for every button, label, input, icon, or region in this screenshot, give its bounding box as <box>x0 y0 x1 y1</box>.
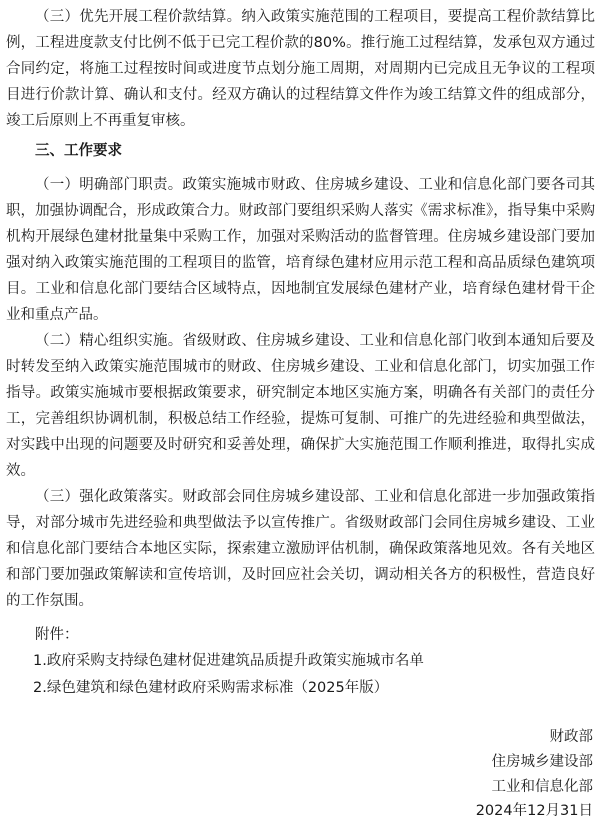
signatory-ministry-of-industry: 工业和信息化部 <box>491 779 593 795</box>
signatory-ministry-of-housing: 住房城乡建设部 <box>491 754 593 770</box>
paragraph-department-duties: （一）明确部门职责。政策实施城市财政、住房城乡建设、工业和信息化部门要各司其职，加强协调配合，形成政策合力。财政部门要组织采购人落实《需求标准》，指导集中采购机构开展绿色建材批量集中采购工作，加强对采购活动的监督管理。住房城乡建设部门要加强对纳入政策实施范围的工程项目的监管，培育绿色建材应用示范工程和高品质绿色建筑项目。工业和信息化部门要结合区域特点，因地制宜发展绿色建材产业，培育绿色建材骨干企业和重点产品。 <box>6 177 595 323</box>
attachment-item: 2.绿色建筑和绿色建材政府采购需求标准（2025年版） <box>33 680 389 696</box>
signatory-ministry-of-finance: 财政部 <box>549 729 593 745</box>
attachments-label: 附件： <box>35 627 79 643</box>
document-date: 2024年12月31日 <box>475 803 593 819</box>
attachment-item: 1.政府采购支持绿色建材促进建筑品质提升政策实施城市名单 <box>33 653 424 669</box>
section-heading-work-requirements: 三、工作要求 <box>35 143 122 159</box>
paragraph-pricing-settlement: （三）优先开展工程价款结算。纳入政策实施范围的工程项目，要提高工程价款结算比例，工程进度款支付比例不低于已完工程价款的80%。推行施工过程结算，发承包双方通过合同约定，将施工过程按时间或进度节点划分施工周期，对周期内已完成且无争议的工程项目进行价款计算、确认和支付。经双方确认的过程结算文件作为竣工结算文件的组成部分，竣工后原则上不再重复审核。 <box>6 9 595 129</box>
paragraph-organize-implementation: （二）精心组织实施。省级财政、住房城乡建设、工业和信息化部门收到本通知后要及时转发至纳入政策实施范围城市的财政、住房城乡建设、工业和信息化部门，切实加强工作指导。政策实施城市要根据政策要求，研究制定本地区实施方案，明确各有关部门的责任分工，完善组织协调机制，积极总结工作经验，提炼可复制、可推广的先进经验和典型做法，对实践中出现的问题要及时研究和妥善处理，确保扩大实施范围工作顺利推进，取得扎实成效。 <box>6 333 595 479</box>
paragraph-policy-implementation: （三）强化政策落实。财政部会同住房城乡建设部、工业和信息化部进一步加强政策指导，对部分城市先进经验和典型做法予以宣传推广。省级财政部门会同住房城乡建设、工业和信息化部门要结合本地区实际，探索建立激励评估机制，确保政策落地见效。各有关地区和部门要加强政策解读和宣传培训，及时回应社会关切，调动相关各方的积极性，营造良好的工作氛围。 <box>6 489 595 609</box>
